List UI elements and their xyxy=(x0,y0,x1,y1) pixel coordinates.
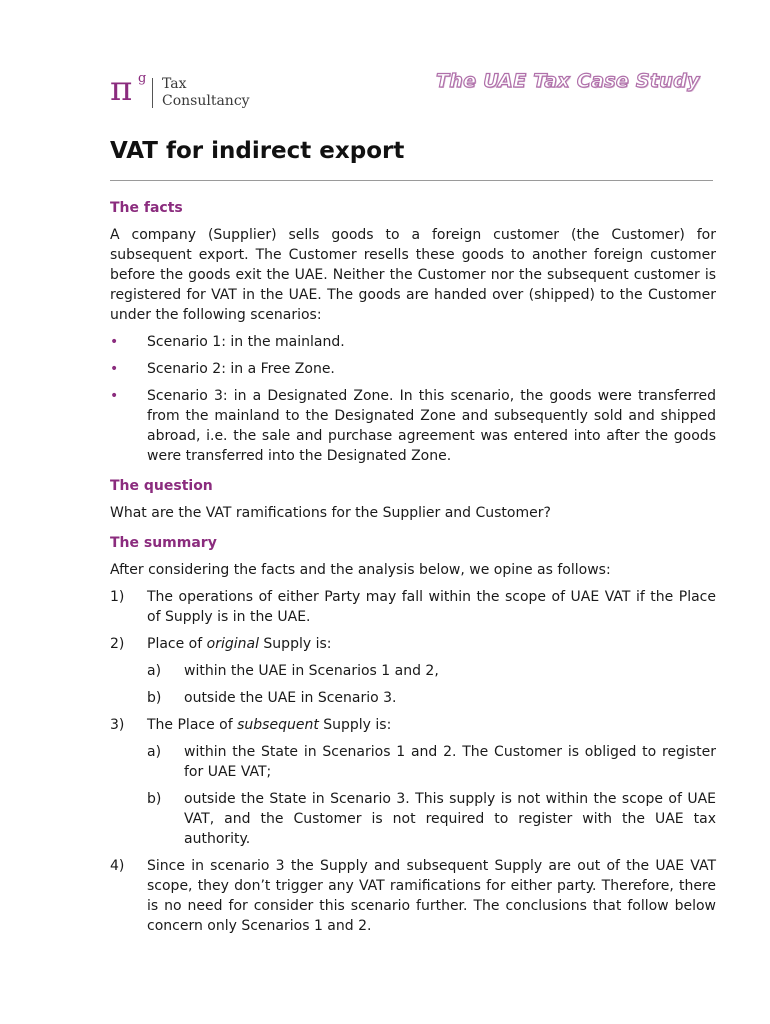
sub-item-letter: b) xyxy=(147,690,162,706)
case-study-title: The UAE Tax Case Study xyxy=(436,70,700,92)
item-text-emphasis: subsequent xyxy=(237,717,319,733)
item-text-post: Supply is: xyxy=(318,717,392,733)
sub-item xyxy=(147,688,716,708)
sub-item-text: outside the UAE in Scenario 3. xyxy=(184,690,397,706)
list-item xyxy=(110,386,716,466)
summary-item-2 xyxy=(110,634,716,708)
bullet-icon: • xyxy=(110,361,119,377)
list-item-text: Scenario 1: in the mainland. xyxy=(147,334,345,350)
document-body xyxy=(110,134,716,943)
sub-item-text: within the UAE in Scenarios 1 and 2, xyxy=(184,663,439,679)
section-heading-question: The question xyxy=(110,478,213,494)
section-heading-summary: The summary xyxy=(110,535,217,551)
item-text-pre: The Place of xyxy=(147,717,238,733)
sub-item xyxy=(147,742,716,782)
item-text: Since in scenario 3 the Supply and subsequent Supply are out of the UAE VAT scope, they don’t trigger any VAT ramifications for either party. Therefore, there is no need for consider this scenario further. The conclusions that follow below concern only Scenarios 1 and 2. xyxy=(147,858,716,934)
item-number: 3) xyxy=(110,717,125,733)
question-text: What are the VAT ramifications for the Supplier and Customer? xyxy=(110,505,551,521)
sub-item xyxy=(147,661,716,681)
section-heading-facts: The facts xyxy=(110,200,183,216)
logo-text xyxy=(162,76,250,110)
sub-item-letter: a) xyxy=(147,663,162,679)
summary-item-3 xyxy=(110,715,716,849)
sub-list xyxy=(147,661,716,708)
sub-item-letter: a) xyxy=(147,744,162,760)
list-item-text: Scenario 3: in a Designated Zone. In this scenario, the goods were transferred from the mainland to the Designated Zone and subsequently sold and shipped abroad, i.e. the sale and purchase agreement was entered into after the goods were transferred into the Designated Zone. xyxy=(147,388,716,464)
list-item-text: Scenario 2: in a Free Zone. xyxy=(147,361,335,377)
sub-item-text: outside the State in Scenario 3. This supply is not within the scope of UAE VAT, and the Customer is not required to register with the UAE tax authority. xyxy=(184,791,716,847)
logo-text-line1: Tax xyxy=(162,76,187,92)
item-number: 4) xyxy=(110,858,125,874)
facts-paragraph: A company (Supplier) sells goods to a foreign customer (the Customer) for subsequent export. The Customer resells these goods to another foreign customer before the goods exit the UAE. Neither the Customer nor the subsequent customer is registered for VAT in the UAE. The goods are handed over (shipped) to the Customer under the following scenarios: xyxy=(110,227,716,323)
item-text-post: Supply is: xyxy=(258,636,332,652)
list-item xyxy=(110,359,716,379)
bullet-icon: • xyxy=(110,334,119,350)
bullet-icon: • xyxy=(110,388,119,404)
item-text: The operations of either Party may fall within the scope of UAE VAT if the Place of Supply is in the UAE. xyxy=(147,589,716,625)
item-number: 2) xyxy=(110,636,125,652)
sub-item-text: within the State in Scenarios 1 and 2. The Customer is obliged to register for UAE VAT; xyxy=(184,744,716,780)
logo-text-line2: Consultancy xyxy=(162,93,250,109)
logo-superscript: g xyxy=(138,71,147,86)
item-text-emphasis: original xyxy=(206,636,259,652)
item-text-pre: Place of xyxy=(147,636,207,652)
sub-item-letter: b) xyxy=(147,791,162,807)
summary-intro: After considering the facts and the analysis below, we opine as follows: xyxy=(110,562,611,578)
title-divider xyxy=(110,180,713,181)
summary-item-4 xyxy=(110,856,716,936)
logo-pi-symbol: π xyxy=(110,69,133,109)
logo-divider xyxy=(152,78,153,108)
list-item xyxy=(110,332,716,352)
summary-item-1 xyxy=(110,587,716,627)
item-number: 1) xyxy=(110,589,125,605)
page-title: VAT for indirect export xyxy=(110,138,405,164)
sub-item xyxy=(147,789,716,849)
sub-list xyxy=(147,742,716,849)
scenario-list xyxy=(110,332,716,466)
